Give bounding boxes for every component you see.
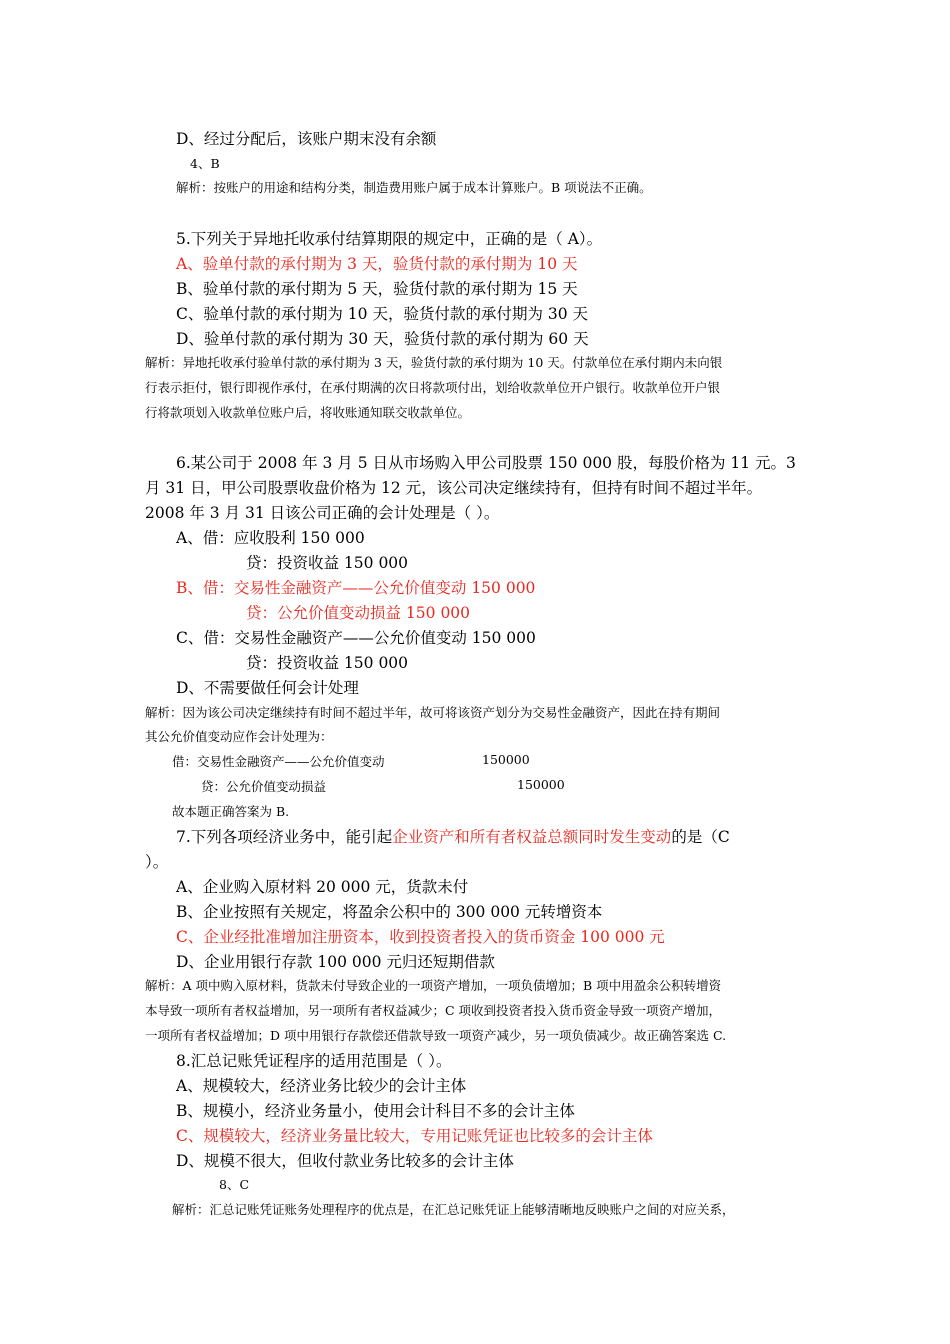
q8-option-d: D、规模不很大，但收付款业务比较多的会计主体 — [176, 1152, 514, 1170]
q8-question: 8.汇总记账凭证程序的适用范围是（ ）。 — [176, 1052, 452, 1070]
q6-option-c-debit: C、借：交易性金融资产——公允价值变动 150 000 — [176, 629, 536, 647]
q6-journal-credit-account: 贷：公允价值变动损益 — [201, 779, 327, 794]
q8-option-a: A、规模较大，经济业务比较少的会计主体 — [176, 1077, 467, 1095]
q7-question-line-1 — [176, 825, 730, 847]
q6-explanation-line-2: 其公允价值变动应作会计处理为： — [145, 729, 333, 744]
q7-option-b: B、企业按照有关规定，将盈余公积中的 300 000 元转增资本 — [176, 903, 603, 921]
q7-option-a: A、企业购入原材料 20 000 元，货款未付 — [176, 878, 469, 896]
q8-answer: 8、C — [219, 1177, 250, 1192]
q6-question-line-3: 2008 年 3 月 31 日该公司正确的会计处理是（ ）。 — [145, 504, 500, 522]
q8-explanation: 解析：汇总记账凭证账务处理程序的优点是，在汇总记账凭证上能够清晰地反映账户之间的对应关系， — [172, 1202, 735, 1217]
q4-answer: 4、B — [190, 156, 220, 171]
q6-question-line-1: 6.某公司于 2008 年 3 月 5 日从市场购入甲公司股票 150 000 股，每股价格为 11 元。3 — [176, 454, 796, 472]
q8-option-b: B、规模小，经济业务量小，使用会计科目不多的会计主体 — [176, 1102, 575, 1120]
q5-option-d: D、验单付款的承付期为 30 天，验货付款的承付期为 60 天 — [176, 330, 589, 348]
q5-option-a: A、验单付款的承付期为 3 天，验货付款的承付期为 10 天 — [176, 255, 578, 273]
q7-option-c: C、企业经批准增加注册资本，收到投资者投入的货币资金 100 000 元 — [176, 928, 665, 946]
q7-question-highlight: 企业资产和所有者权益总额同时发生变动 — [392, 828, 672, 846]
q6-option-d: D、不需要做任何会计处理 — [176, 679, 359, 697]
q6-option-b-credit: 贷：公允价值变动损益 150 000 — [246, 604, 471, 622]
q7-question-suffix: 的是（C — [671, 828, 730, 846]
q6-question-line-2: 月 31 日，甲公司股票收盘价格为 12 元，该公司决定继续持有，但持有时间不超过半年。 — [145, 479, 763, 497]
q5-option-c: C、验单付款的承付期为 10 天，验货付款的承付期为 30 天 — [176, 305, 589, 323]
q4-explanation: 解析：按账户的用途和结构分类，制造费用账户属于成本计算账户。B 项说法不正确。 — [176, 180, 652, 195]
q7-question-prefix: 7.下列各项经济业务中，能引起 — [176, 828, 393, 846]
q5-question: 5.下列关于异地托收承付结算期限的规定中，正确的是（ A）。 — [176, 230, 603, 248]
q4-option-d: D、经过分配后，该账户期末没有余额 — [176, 130, 437, 148]
q5-option-b: B、验单付款的承付期为 5 天，验货付款的承付期为 15 天 — [176, 280, 578, 298]
q6-conclusion: 故本题正确答案为 B. — [172, 804, 290, 819]
q7-option-d: D、企业用银行存款 100 000 元归还短期借款 — [176, 953, 495, 971]
q6-journal-credit-amount: 150000 — [517, 777, 565, 792]
q8-option-c: C、规模较大，经济业务量比较大，专用记账凭证也比较多的会计主体 — [176, 1127, 653, 1145]
q6-option-b-debit: B、借：交易性金融资产——公允价值变动 150 000 — [176, 579, 536, 597]
q6-explanation-line-1: 解析：因为该公司决定继续持有时间不超过半年，故可将该资产划分为交易性金融资产，因此在持有期间 — [145, 705, 721, 720]
q7-explanation-line-3: 一项所有者权益增加；D 项中用银行存款偿还借款导致一项资产减少，另一项负债减少。故正确答案选 C. — [145, 1028, 727, 1043]
q5-explanation-line-3: 行将款项划入收款单位账户后，将收账通知联交收款单位。 — [145, 405, 471, 420]
q6-option-a-credit: 贷：投资收益 150 000 — [246, 554, 409, 572]
q6-journal-debit-account: 借：交易性金融资产——公允价值变动 — [172, 754, 385, 769]
q7-question-line-2: ）。 — [145, 853, 169, 871]
q5-explanation-line-1: 解析：异地托收承付验单付款的承付期为 3 天，验货付款的承付期为 10 天。付款单位在承付期内未向银 — [145, 355, 723, 370]
q6-option-c-credit: 贷：投资收益 150 000 — [246, 654, 409, 672]
q7-explanation-line-2: 本导致一项所有者权益增加，另一项所有者权益减少；C 项收到投资者投入货币资金导致一项资产增加， — [145, 1003, 722, 1018]
q6-option-a-debit: A、借：应收股利 150 000 — [176, 529, 365, 547]
q7-explanation-line-1: 解析：A 项中购入原材料，货款未付导致企业的一项资产增加，一项负债增加；B 项中用盈余公积转增资 — [145, 978, 722, 993]
q6-journal-debit-amount: 150000 — [482, 752, 530, 767]
q5-explanation-line-2: 行表示拒付，银行即视作承付，在承付期满的次日将款项付出，划给收款单位开户银行。收款单位开户银 — [145, 380, 721, 395]
